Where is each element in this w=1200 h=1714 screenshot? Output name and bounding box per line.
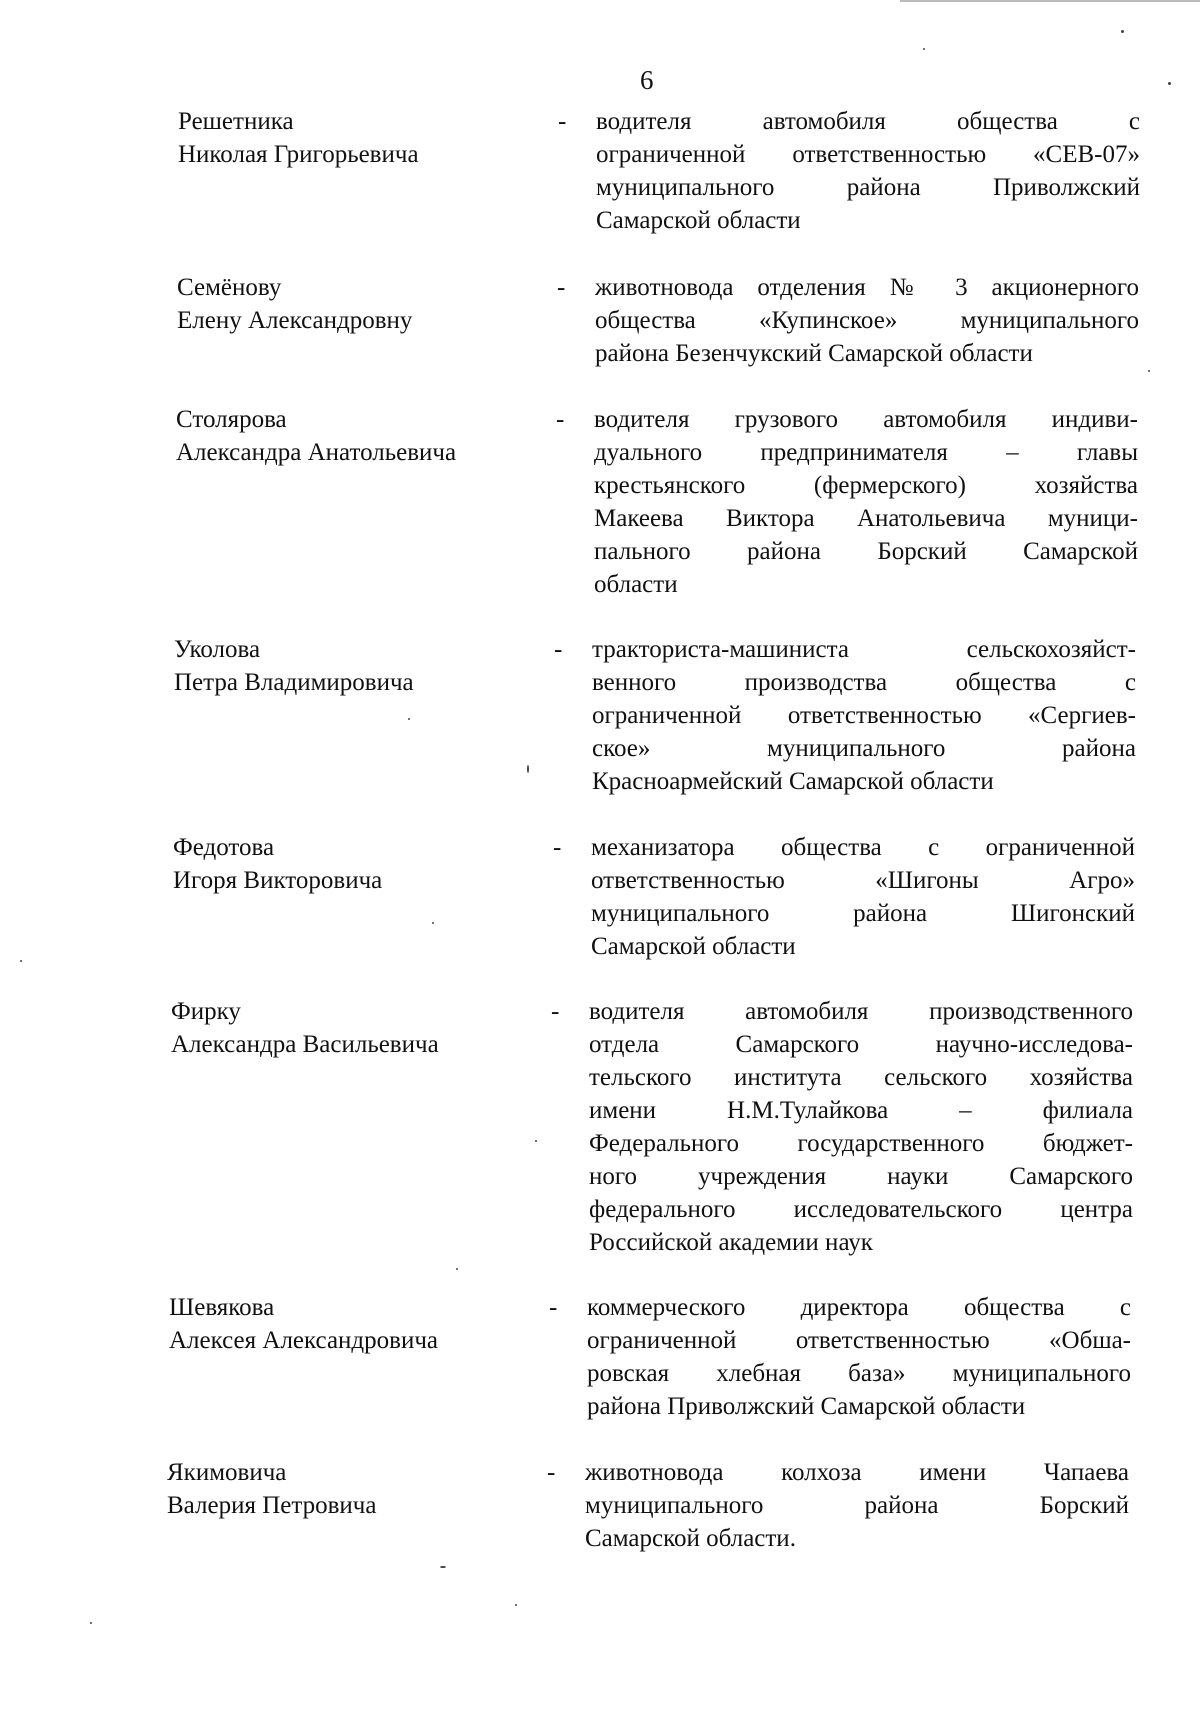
given-names: Александра Васильевича (171, 1031, 439, 1058)
description-line: федерального исследовательского центра (589, 1196, 1133, 1223)
description-line: ограниченной ответственностью «СЕВ-07» (596, 141, 1140, 168)
description-line: ответственностью «Шигоны Агро» (591, 867, 1135, 894)
page-number: 6 (640, 65, 654, 95)
position-description (589, 995, 1133, 1259)
scan-speck (535, 1140, 537, 1142)
person-name (173, 831, 533, 897)
given-names: Петра Владимировича (174, 669, 414, 696)
surname: Семёнову (177, 274, 282, 301)
surname: Уколова (174, 636, 261, 663)
separator-dash: - (558, 108, 567, 135)
description-line: ское» муниципального района (592, 735, 1136, 762)
position-description (591, 831, 1135, 963)
description-line: пального района Борский Самарской (594, 538, 1138, 565)
description-line: Макеева Виктора Анатольевича муници- (594, 505, 1138, 532)
description-line: животновода отделения № 3 акционерного (595, 274, 1139, 301)
description-line: общества «Купинское» муниципального (595, 307, 1139, 334)
description-line: крестьянского (фермерского) хозяйства (594, 472, 1138, 499)
description-line: дуального предпринимателя – главы (594, 439, 1138, 466)
surname: Решетника (178, 108, 294, 135)
description-line: водителя автомобиля производственного (589, 998, 1133, 1025)
person-name (167, 1456, 527, 1522)
description-line: ного учреждения науки Самарского (589, 1163, 1133, 1190)
person-name (178, 105, 538, 171)
surname: Столярова (176, 406, 287, 433)
surname: Фирку (171, 998, 241, 1025)
position-description (592, 633, 1136, 798)
given-names: Николая Григорьевича (178, 141, 419, 168)
description-line: области (594, 571, 678, 598)
person-name (177, 271, 537, 337)
separator-dash: - (549, 1294, 558, 1321)
description-line: тракториста-машиниста сельскохозяйст- (592, 636, 1136, 663)
surname: Федотова (173, 834, 275, 861)
description-line: Российской академии наук (589, 1229, 873, 1256)
scan-speck (1148, 370, 1150, 372)
scan-speck (456, 1268, 458, 1270)
description-line: Федерального государственного бюджет- (589, 1130, 1133, 1157)
description-line: Красноармейский Самарской области (592, 768, 994, 795)
scan-speck (923, 48, 925, 50)
person-name (176, 403, 536, 469)
description-line: коммерческого директора общества с (587, 1294, 1131, 1321)
description-line: водителя автомобиля общества с (596, 108, 1140, 135)
scan-speck (1168, 82, 1171, 85)
scan-speck (408, 718, 410, 720)
position-description (596, 105, 1140, 237)
description-line: ровская хлебная база» муниципального (587, 1360, 1131, 1387)
description-line: животновода колхоза имени Чапаева (585, 1459, 1129, 1486)
description-line: тельского института сельского хозяйства (589, 1064, 1133, 1091)
description-line: механизатора общества с ограниченной (591, 834, 1135, 861)
description-line: муниципального района Борский (585, 1492, 1129, 1519)
description-line: муниципального района Приволжский (596, 174, 1140, 201)
person-name (169, 1291, 529, 1357)
given-names: Елену Александровну (177, 307, 413, 334)
given-names: Александра Анатольевича (176, 439, 457, 466)
scan-speck (90, 1622, 92, 1624)
description-line: водителя грузового автомобиля индиви- (594, 406, 1138, 433)
position-description (587, 1291, 1131, 1423)
scan-speck (1121, 30, 1124, 33)
separator-dash: - (556, 406, 565, 433)
description-line: ограниченной ответственностью «Обша- (587, 1327, 1131, 1354)
scan-edge-line (900, 0, 1200, 2)
scan-speck (432, 922, 434, 924)
description-line: Самарской области (591, 933, 796, 960)
position-description (595, 271, 1139, 370)
scan-speck (440, 1566, 446, 1568)
description-line: района Приволжский Самарской области (587, 1393, 1026, 1420)
surname: Шевякова (169, 1294, 275, 1321)
description-line: муниципального района Шигонский (591, 900, 1135, 927)
description-line: Самарской области (596, 207, 801, 234)
description-line: имени Н.М.Тулайкова – филиала (589, 1097, 1133, 1124)
separator-dash: - (547, 1459, 556, 1486)
person-name (171, 995, 531, 1061)
description-line: района Безенчукский Самарской области (595, 340, 1033, 367)
scan-speck (515, 1604, 517, 1606)
description-line: Самарской области. (585, 1525, 796, 1552)
given-names: Игоря Викторовича (173, 867, 383, 894)
given-names: Валерия Петровича (167, 1492, 377, 1519)
separator-dash: - (557, 274, 566, 301)
scan-speck (20, 960, 22, 962)
position-description (594, 403, 1138, 601)
person-name (174, 633, 534, 699)
separator-dash: - (554, 636, 563, 663)
description-line: ограниченной ответственностью «Сергиев- (592, 702, 1136, 729)
scan-speck (527, 765, 529, 773)
separator-dash: - (551, 998, 560, 1025)
position-description (585, 1456, 1129, 1555)
description-line: венного производства общества с (592, 669, 1136, 696)
description-line: отдела Самарского научно-исследова- (589, 1031, 1133, 1058)
surname: Якимовича (167, 1459, 287, 1486)
separator-dash: - (553, 834, 562, 861)
given-names: Алексея Александровича (169, 1327, 438, 1354)
